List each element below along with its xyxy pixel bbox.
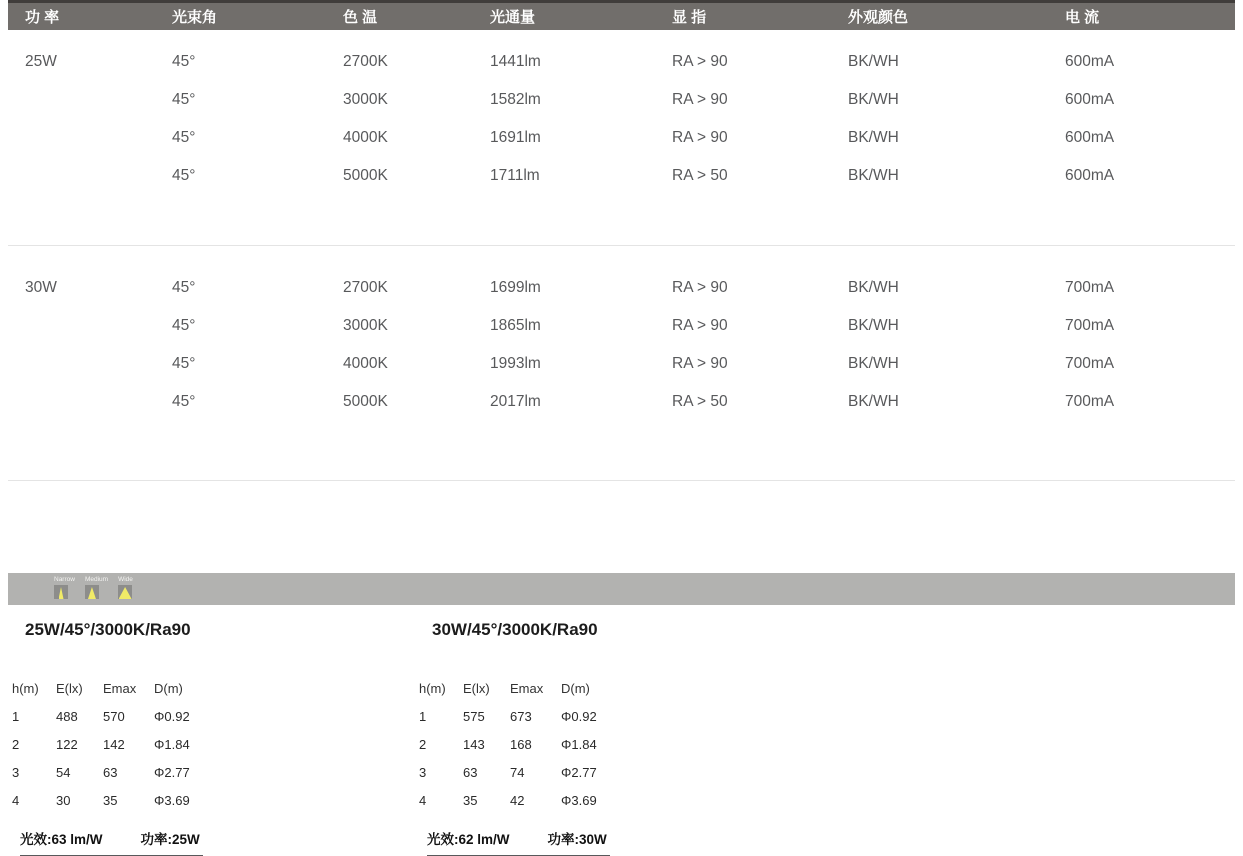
spec-header-cri: 显 指	[672, 9, 707, 26]
photometric-cell: 488	[56, 708, 78, 724]
beam-label-medium: Medium	[84, 576, 109, 583]
photometric-cell: Φ2.77	[561, 764, 597, 780]
photometric-row	[12, 730, 405, 758]
photometric-header-Emax: Emax	[510, 680, 544, 696]
photometric-cell: 673	[510, 708, 532, 724]
spec-cell-power: 25W	[25, 53, 57, 70]
spec-header-beam-angle: 光束角	[172, 9, 218, 26]
spec-row	[25, 307, 1235, 345]
photometric-cell: 35	[463, 792, 478, 808]
spec-cell-flux: 1691lm	[490, 129, 541, 146]
spec-header-power: 功 率	[25, 9, 60, 26]
spec-cell-cct: 2700K	[343, 53, 388, 70]
photometric-cell: 30	[56, 792, 71, 808]
photometric-cell: Φ3.69	[561, 792, 597, 808]
spec-cell-finish: BK/WH	[848, 129, 899, 146]
spec-row	[25, 81, 1235, 119]
spec-cell-beam-angle: 45°	[172, 129, 196, 146]
photometric-cell: 63	[463, 764, 478, 780]
photometric-row	[419, 758, 812, 786]
spec-cell-current: 700mA	[1065, 393, 1115, 410]
photometric-header-row	[419, 674, 812, 702]
photometric-cell: 575	[463, 708, 485, 724]
photometric-table-title: 30W/45°/3000K/Ra90	[432, 620, 598, 639]
spec-row	[25, 157, 1235, 195]
photometric-header-E(lx): E(lx)	[463, 680, 490, 696]
photometric-cell: 3	[419, 764, 427, 780]
photometric-row	[419, 730, 812, 758]
power-value: 功率:25W	[140, 832, 200, 847]
photometric-table	[12, 620, 405, 856]
spec-cell-cct: 5000K	[343, 167, 388, 184]
photometric-cell: 570	[103, 708, 125, 724]
photometric-footer	[427, 828, 610, 856]
photometric-cell: 42	[510, 792, 525, 808]
spec-cell-power: 30W	[25, 279, 57, 296]
efficacy-value: 光效:62 lm/W	[427, 832, 510, 847]
spec-header-finish: 外观颜色	[848, 9, 909, 26]
spec-cell-finish: BK/WH	[848, 167, 899, 184]
photometric-header-h(m): h(m)	[419, 680, 446, 696]
spec-cell-current: 600mA	[1065, 53, 1115, 70]
spec-cell-cri: RA > 90	[672, 129, 728, 146]
photometric-cell: 122	[56, 736, 78, 752]
spec-row	[25, 269, 1235, 307]
spec-group-25W	[8, 43, 1235, 195]
photometric-cell: 74	[510, 764, 525, 780]
spec-cell-flux: 1699lm	[490, 279, 541, 296]
spec-cell-cri: RA > 90	[672, 53, 728, 70]
beam-angle-bar	[8, 573, 1235, 605]
spec-row	[25, 43, 1235, 81]
photometric-grid	[419, 674, 812, 814]
photometric-cell: Φ3.69	[154, 792, 190, 808]
spec-header-cct: 色 温	[343, 9, 378, 26]
photometric-cell: 3	[12, 764, 20, 780]
photometric-cell: 54	[56, 764, 71, 780]
spec-cell-cri: RA > 50	[672, 393, 728, 410]
photometric-table	[405, 620, 812, 856]
spec-cell-flux: 1582lm	[490, 91, 541, 108]
spec-header-current: 电 流	[1065, 9, 1100, 26]
spec-table-body	[8, 43, 1235, 421]
spec-cell-current: 600mA	[1065, 167, 1115, 184]
spec-cell-beam-angle: 45°	[172, 279, 196, 296]
photometric-cell: 168	[510, 736, 532, 752]
photometric-header-Emax: Emax	[103, 680, 137, 696]
spec-cell-beam-angle: 45°	[172, 317, 196, 334]
spec-table-header-row	[8, 0, 1235, 30]
beam-item-medium	[85, 576, 108, 599]
photometric-cell: Φ1.84	[154, 736, 190, 752]
spec-cell-beam-angle: 45°	[172, 53, 196, 70]
narrow-beam-icon	[54, 585, 68, 599]
spec-cell-cct: 4000K	[343, 355, 388, 372]
spec-cell-current: 600mA	[1065, 129, 1115, 146]
photometric-cell: 2	[419, 736, 427, 752]
spec-cell-finish: BK/WH	[848, 53, 899, 70]
photometric-row	[419, 702, 812, 730]
spec-cell-finish: BK/WH	[848, 393, 899, 410]
spec-cell-cri: RA > 50	[672, 167, 728, 184]
photometric-header-h(m): h(m)	[12, 680, 39, 696]
photometric-cell: Φ0.92	[561, 708, 597, 724]
beam-item-wide	[118, 576, 133, 599]
group-divider	[8, 245, 1235, 246]
beam-label-wide: Wide	[118, 576, 133, 583]
spec-cell-finish: BK/WH	[848, 355, 899, 372]
spec-row	[25, 345, 1235, 383]
spec-cell-cri: RA > 90	[672, 279, 728, 296]
photometric-cell: 1	[12, 708, 20, 724]
beam-label-narrow: Narrow	[54, 576, 75, 583]
spec-cell-beam-angle: 45°	[172, 91, 196, 108]
spec-cell-cct: 5000K	[343, 393, 388, 410]
spec-cell-beam-angle: 45°	[172, 355, 196, 372]
spec-cell-cct: 3000K	[343, 317, 388, 334]
photometric-header-row	[12, 674, 405, 702]
photometric-row	[12, 786, 405, 814]
photometric-row	[419, 786, 812, 814]
photometric-cell: Φ1.84	[561, 736, 597, 752]
spec-group-30W	[8, 269, 1235, 421]
photometric-cell: Φ0.92	[154, 708, 190, 724]
photometric-table-title: 25W/45°/3000K/Ra90	[25, 620, 191, 639]
photometric-row	[12, 702, 405, 730]
spec-cell-current: 700mA	[1065, 279, 1115, 296]
photometric-footer	[20, 828, 203, 856]
spec-cell-flux: 1711lm	[490, 167, 540, 184]
photometric-cell: 1	[419, 708, 427, 724]
spec-cell-finish: BK/WH	[848, 317, 899, 334]
spec-cell-cct: 4000K	[343, 129, 388, 146]
spec-cell-current: 700mA	[1065, 355, 1115, 372]
spec-header-flux: 光通量	[490, 9, 536, 26]
photometric-cell: 2	[12, 736, 20, 752]
beam-item-narrow	[54, 576, 75, 599]
medium-beam-icon	[85, 585, 99, 599]
photometric-header-D(m): D(m)	[154, 680, 183, 696]
efficacy-value: 光效:63 lm/W	[20, 832, 103, 847]
spec-row	[25, 119, 1235, 157]
spec-cell-finish: BK/WH	[848, 91, 899, 108]
photometric-cell: 35	[103, 792, 118, 808]
spec-cell-beam-angle: 45°	[172, 393, 196, 410]
wide-beam-icon	[118, 585, 132, 599]
spec-cell-flux: 1865lm	[490, 317, 541, 334]
spec-cell-beam-angle: 45°	[172, 167, 196, 184]
photometric-cell: 4	[419, 792, 427, 808]
spec-cell-cct: 2700K	[343, 279, 388, 296]
power-value: 功率:30W	[547, 832, 607, 847]
spec-cell-current: 600mA	[1065, 91, 1115, 108]
photometric-grid	[12, 674, 405, 814]
photometric-header-E(lx): E(lx)	[56, 680, 83, 696]
photometric-tables	[12, 620, 1243, 856]
photometric-header-D(m): D(m)	[561, 680, 590, 696]
photometric-cell: 143	[463, 736, 485, 752]
photometric-row	[12, 758, 405, 786]
spec-cell-cri: RA > 90	[672, 317, 728, 334]
photometric-cell: 63	[103, 764, 118, 780]
spec-row	[25, 383, 1235, 421]
spec-cell-flux: 2017lm	[490, 393, 541, 410]
spec-cell-finish: BK/WH	[848, 279, 899, 296]
spec-cell-cct: 3000K	[343, 91, 388, 108]
photometric-cell: Φ2.77	[154, 764, 190, 780]
section-divider	[8, 480, 1235, 481]
spec-cell-current: 700mA	[1065, 317, 1115, 334]
photometric-cell: 4	[12, 792, 20, 808]
spec-cell-cri: RA > 90	[672, 355, 728, 372]
spec-cell-cri: RA > 90	[672, 91, 728, 108]
photometric-cell: 142	[103, 736, 125, 752]
spec-cell-flux: 1441lm	[490, 53, 541, 70]
spec-cell-flux: 1993lm	[490, 355, 541, 372]
